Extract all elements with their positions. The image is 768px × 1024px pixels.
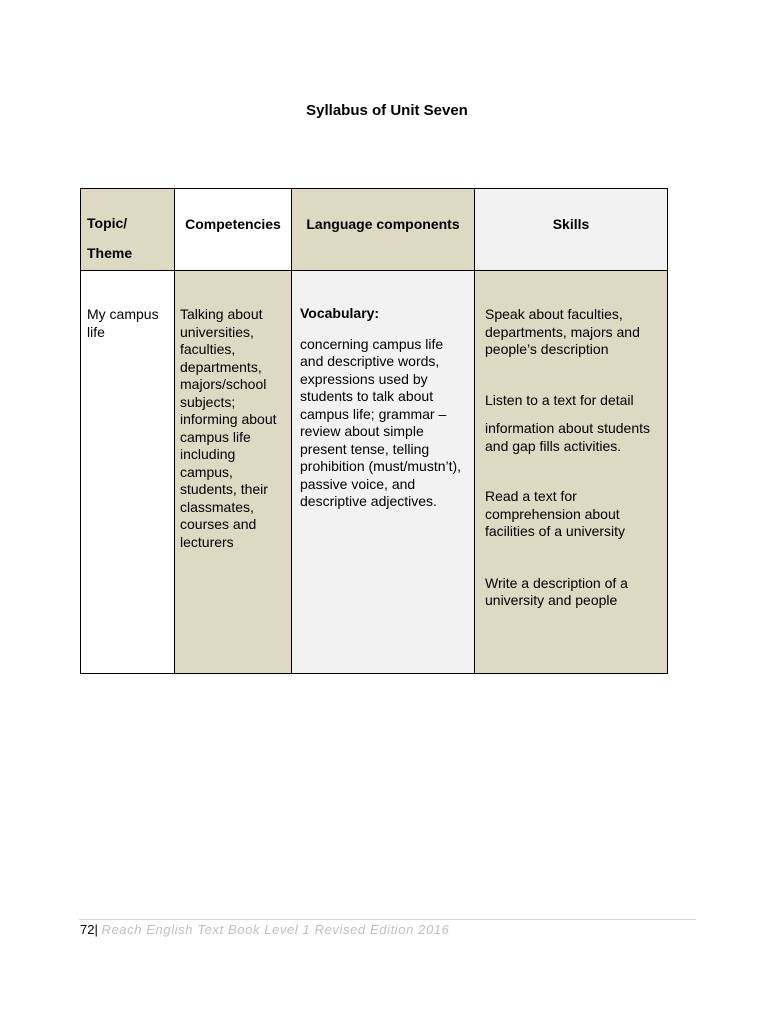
footer-separator: | <box>94 922 98 937</box>
table-row <box>81 271 668 674</box>
skill-listening: Listen to a text for detail <box>485 391 634 408</box>
page-footer <box>80 922 449 937</box>
cell-language-components <box>292 271 475 674</box>
cell-competencies: Talking about universities, faculties, departments, majors/school subjects; informing about campus life including campus, students, their classmates, courses and lecturers <box>175 271 292 674</box>
skill-listening-detail: information about students and gap fills activities. <box>485 420 650 454</box>
header-theme-label: Theme <box>87 245 133 261</box>
skill-reading: Read a text for comprehension about facilities of a university <box>485 488 626 539</box>
skill-writing: Write a description of a university and people <box>485 574 628 608</box>
vocabulary-text: concerning campus life and descriptive words, expressions used by students to talk about campus life; grammar – review about simple present tense, telling prohibition (must/mustn’t), passive voice, and descriptive adjectives. <box>300 335 462 509</box>
skill-speaking: Speak about faculties, departments, majors and people’s description <box>485 306 640 357</box>
page-number: 72 <box>80 922 95 937</box>
syllabus-table <box>80 188 668 674</box>
header-topic-theme <box>81 189 175 271</box>
page-title: Syllabus of Unit Seven <box>306 102 468 119</box>
header-topic-label: Topic/ <box>87 215 128 231</box>
cell-skills <box>475 271 668 674</box>
footer-book-title: Reach English Text Book Level 1 Revised Edition 2016 <box>101 922 450 937</box>
header-language-components: Language components <box>292 189 475 271</box>
header-skills: Skills <box>475 189 668 271</box>
cell-topic: My campus life <box>81 271 175 674</box>
table-header-row <box>81 189 668 271</box>
header-competencies: Competencies <box>175 189 292 271</box>
footer-divider <box>79 919 696 920</box>
vocabulary-label: Vocabulary: <box>300 305 380 321</box>
